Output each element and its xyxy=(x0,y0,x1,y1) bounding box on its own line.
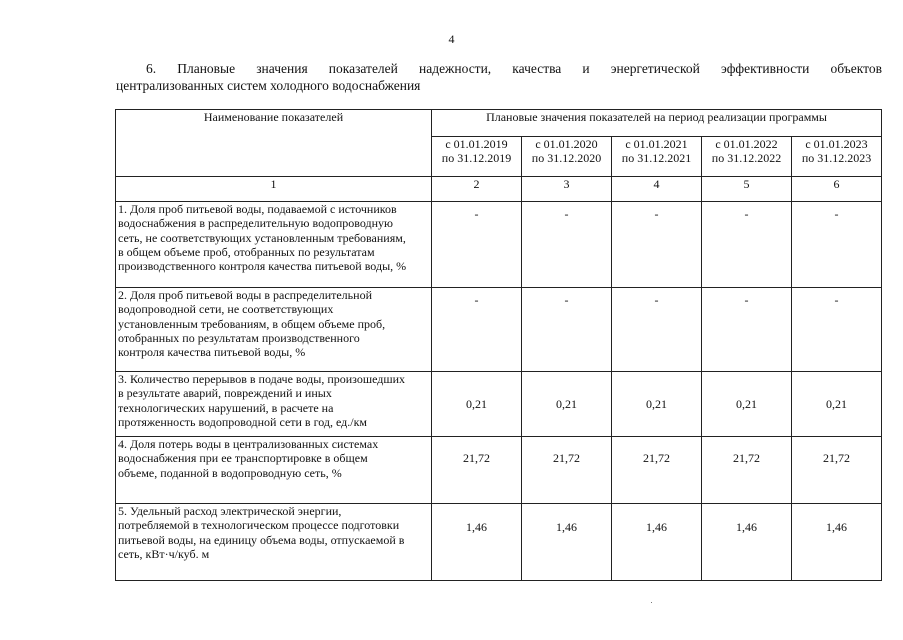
period-header: с 01.01.2023 по 31.12.2023 xyxy=(792,137,882,177)
indicator-value: 0,21 xyxy=(792,372,882,437)
column-number: 6 xyxy=(792,177,882,202)
table-row xyxy=(116,504,882,581)
period-header: с 01.01.2022 по 31.12.2022 xyxy=(702,137,792,177)
planned-values-header: Плановые значения показателей на период реализации программы xyxy=(432,110,882,137)
table-row xyxy=(116,288,882,372)
indicator-name: 2. Доля проб питьевой воды в распределительной водопроводной сети, не соответствующих установленным требованиям, в общем объеме проб, отобранных по результатам производственного контроля качества питьевой воды, % xyxy=(116,288,432,372)
indicator-value: 21,72 xyxy=(522,437,612,504)
indicator-value: 21,72 xyxy=(432,437,522,504)
indicator-value: 21,72 xyxy=(792,437,882,504)
table-row xyxy=(116,437,882,504)
indicator-value: 1,46 xyxy=(792,504,882,581)
indicator-value: - xyxy=(612,202,702,288)
indicator-value: - xyxy=(522,202,612,288)
indicator-value: - xyxy=(702,288,792,372)
indicator-value: - xyxy=(432,202,522,288)
indicator-value: 1,46 xyxy=(522,504,612,581)
indicators-table xyxy=(115,109,882,581)
column-number: 5 xyxy=(702,177,792,202)
period-header: с 01.01.2019 по 31.12.2019 xyxy=(432,137,522,177)
indicator-value: 0,21 xyxy=(702,372,792,437)
indicator-value: - xyxy=(612,288,702,372)
column-number: 4 xyxy=(612,177,702,202)
column-number: 3 xyxy=(522,177,612,202)
indicator-value: - xyxy=(432,288,522,372)
period-header: с 01.01.2021 по 31.12.2021 xyxy=(612,137,702,177)
indicator-value: 0,21 xyxy=(612,372,702,437)
indicator-value: 21,72 xyxy=(612,437,702,504)
column-number: 1 xyxy=(116,177,432,202)
indicator-value: 1,46 xyxy=(432,504,522,581)
indicator-name: 4. Доля потерь воды в централизованных системах водоснабжения при ее транспортировке в общем объеме, поданной в водопроводную сеть, % xyxy=(116,437,432,504)
indicator-value: 1,46 xyxy=(702,504,792,581)
indicator-value: 1,46 xyxy=(612,504,702,581)
indicator-value: 0,21 xyxy=(432,372,522,437)
indicator-name: 5. Удельный расход электрической энергии, потребляемой в технологическом процессе подготовки питьевой воды, на единицу объема воды, отпускаемой в сеть, кВт·ч/куб. м xyxy=(116,504,432,581)
indicator-name: 1. Доля проб питьевой воды, подаваемой с источников водоснабжения в распределительную водопроводную сеть, не соответствующих установленным требованиям, в общем объеме проб, отобранных по результатам производственного контроля качества питьевой воды, % xyxy=(116,202,432,288)
indicator-value: 0,21 xyxy=(522,372,612,437)
column-number: 2 xyxy=(432,177,522,202)
column-number-row xyxy=(116,177,882,202)
table-row xyxy=(116,202,882,288)
section-title-line-2: централизованных систем холодного водоснабжения xyxy=(116,78,421,93)
indicator-value: - xyxy=(792,202,882,288)
page-number: 4 xyxy=(448,32,455,46)
period-header: с 01.01.2020 по 31.12.2020 xyxy=(522,137,612,177)
table-row xyxy=(116,372,882,437)
indicator-value: - xyxy=(792,288,882,372)
indicator-value: - xyxy=(522,288,612,372)
indicator-name-header: Наименование показателей xyxy=(116,110,432,177)
indicator-name: 3. Количество перерывов в подаче воды, произошедших в результате аварий, повреждений и иных технологических нарушений, в расчете на протяженность водопроводной сети в год, ед./км xyxy=(116,372,432,437)
section-title xyxy=(116,60,882,94)
indicator-value: 21,72 xyxy=(702,437,792,504)
scan-speck xyxy=(651,602,652,603)
indicator-value: - xyxy=(702,202,792,288)
section-title-line-1: 6. Плановые значения показателей надежности, качества и энергетической эффективности объектов xyxy=(146,61,882,76)
